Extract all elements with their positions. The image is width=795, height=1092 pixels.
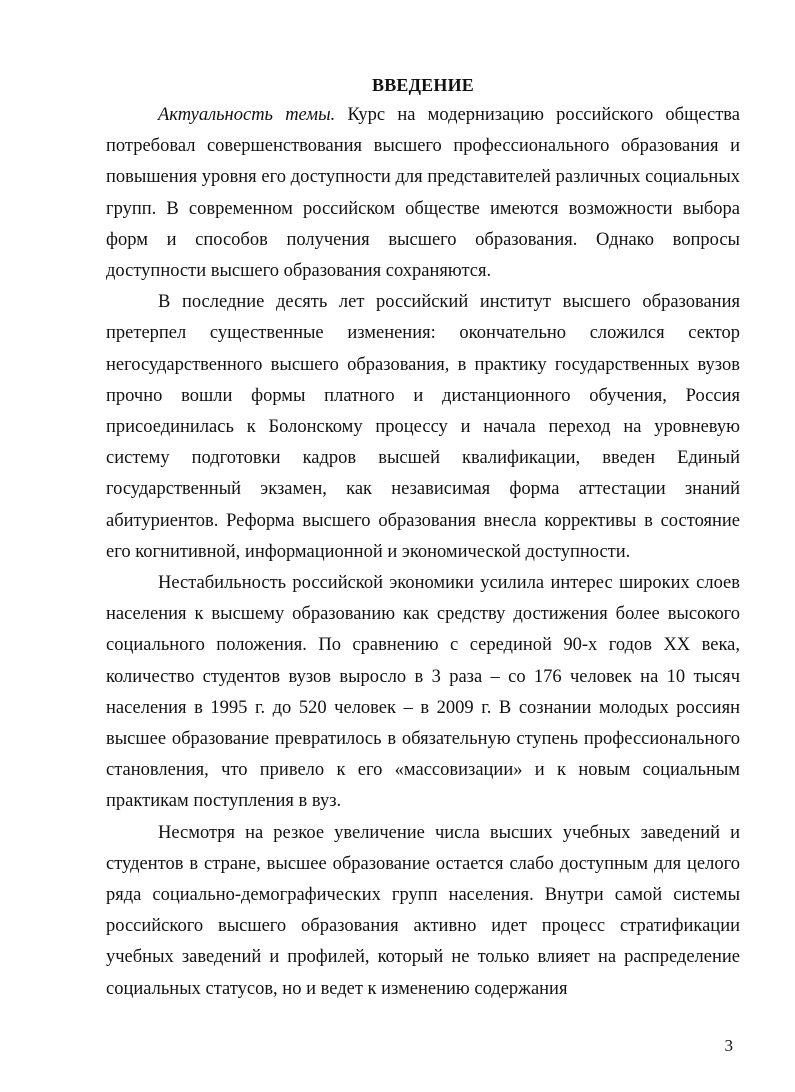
- paragraph-relevance: [106, 100, 740, 287]
- document-page: [106, 70, 740, 1005]
- paragraph-text: В последние десять лет российский институт высшего образования претерпел существенные изменения: окончательно сложился сектор негосударственного высшего образования, в практику государственных вузов прочно вошли формы платного и дистанционного обучения, Россия присоединилась к Болонскому процессу и начала переход на уровневую систему подготовки кадров высшей квалификации, введен Единый государственный экзамен, как независимая форма аттестации знаний абитуриентов. Реформа высшего образования внесла коррективы в состояние его когнитивной, информационной и экономической доступности.: [106, 292, 740, 562]
- paragraph-text: Курс на модернизацию российского общества потребовал совершенствования высшего профессионального образования и повышения уровня его доступности для представителей различных социальных групп. В современном российском обществе имеются возможности выбора форм и способов получения высшего образования. Однако вопросы доступности высшего образования сохраняются.: [106, 105, 740, 282]
- paragraph-reforms: [106, 287, 740, 568]
- paragraph-accessibility: [106, 818, 740, 1005]
- paragraph-text: Несмотря на резкое увеличение числа высших учебных заведений и студентов в стране, высшее образование остается слабо доступным для целого ряда социально-демографических групп населения. Внутри самой системы российского высшего образования активно идет процесс стратификации учебных заведений и профилей, который не только влияет на распределение социальных статусов, но и ведет к изменению содержания: [106, 822, 740, 999]
- paragraph-instability: [106, 568, 740, 818]
- section-heading: ВВЕДЕНИЕ: [371, 75, 474, 95]
- paragraph-text: Нестабильность российской экономики усилила интерес широких слоев населения к высшему образованию как средству достижения более высокого социального положения. По сравнению с серединой 90-х годов XX века, количество студентов вузов выросло в 3 раза – со 176 человек на 10 тысяч населения в 1995 г. до 520 человек – в 2009 г. В сознании молодых россиян высшее образование превратилось в обязательную ступень профессионального становления, что привело к его «массовизации» и к новым социальным практикам поступления в вуз.: [106, 573, 740, 812]
- page-number: 3: [724, 1036, 733, 1055]
- paragraph-lead-italic: Актуальность темы.: [158, 105, 336, 125]
